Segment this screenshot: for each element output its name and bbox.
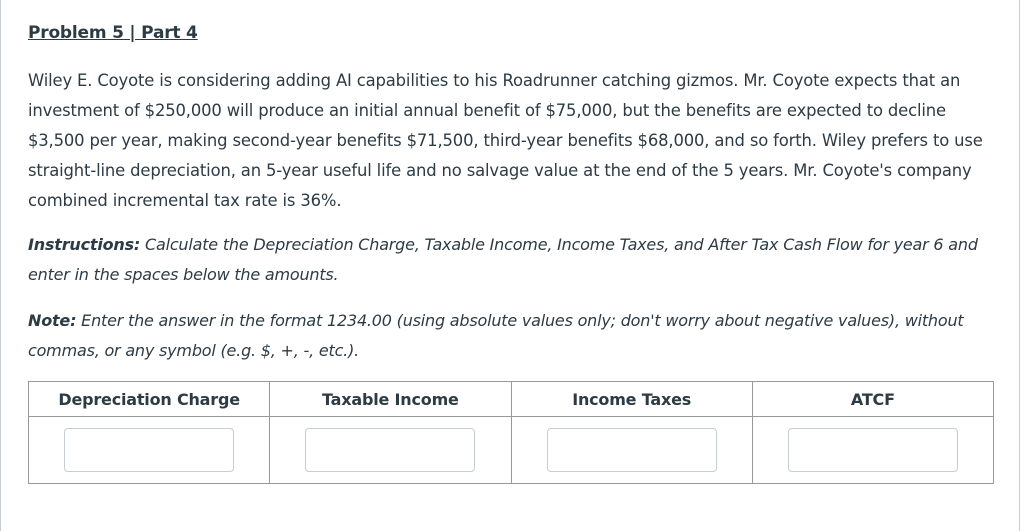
cell-taxable-income [270, 417, 511, 484]
instructions-text: Calculate the Depreciation Charge, Taxable Income, Income Taxes, and After Tax Cash Flow for year 6 and enter in the spaces below the amounts. [28, 235, 978, 284]
atcf-input[interactable] [788, 428, 958, 472]
instructions-block [28, 230, 1003, 290]
answer-table [28, 381, 994, 484]
problem-text: Wiley E. Coyote is considering adding AI capabilities to his Roadrunner catching gizmos. Mr. Coyote expects that an investment of $250,000 will produce an initial annual benefit of $75,000, but the benefits are expected to decline $3,500 per year, making second-year benefits $71,500, third-year benefits $68,000, and so forth. Wiley prefers to use straight-line depreciation, an 5-year useful life and no salvage value at the end of the 5 years. Mr. Coyote's company combined incremental tax rate is 36%. [28, 71, 983, 210]
depreciation-charge-input[interactable] [64, 428, 234, 472]
answer-table-header-row [29, 382, 994, 417]
problem-heading: Problem 5 | Part 4 [28, 23, 198, 43]
instructions-label: Instructions: [28, 235, 141, 254]
header-depreciation-charge: Depreciation Charge [29, 382, 270, 417]
note-block [28, 306, 1003, 366]
answer-input-row [29, 417, 994, 484]
note-label: Note: [28, 311, 77, 330]
header-income-taxes: Income Taxes [511, 382, 752, 417]
note-text: Enter the answer in the format 1234.00 (using absolute values only; don't worry about negative values), without commas, or any symbol (e.g. $, +, -, etc.). [28, 311, 964, 360]
header-atcf: ATCF [752, 382, 993, 417]
cell-income-taxes [511, 417, 752, 484]
income-taxes-input[interactable] [547, 428, 717, 472]
header-taxable-income: Taxable Income [270, 382, 511, 417]
taxable-income-input[interactable] [305, 428, 475, 472]
cell-depreciation-charge [29, 417, 270, 484]
cell-atcf [752, 417, 993, 484]
